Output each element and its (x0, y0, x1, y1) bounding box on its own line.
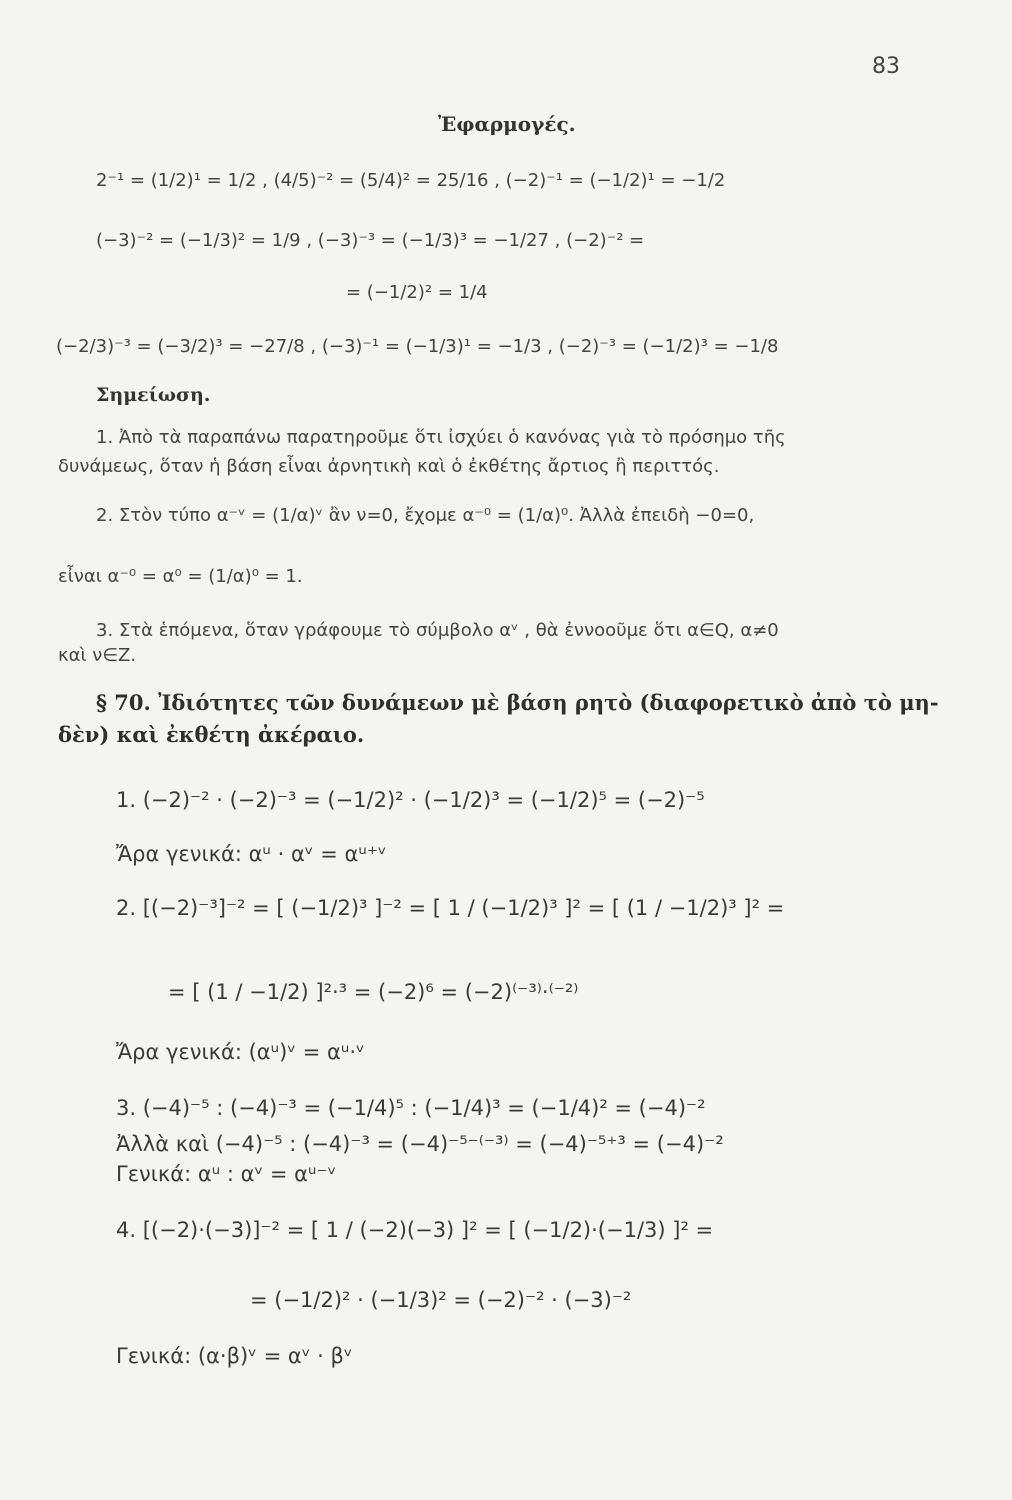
property-1: 1. (−2)⁻² · (−2)⁻³ = (−1/2)² · (−1/2)³ = (−1/2)⁵ = (−2)⁻⁵ (116, 788, 705, 812)
section-title-line-2: δὲν) καὶ ἐκθέτη ἀκέραιο. (58, 722, 365, 747)
note-2-line-1: 2. Στὸν τύπο α⁻ᵛ = (1/α)ᵛ ἂν ν=0, ἔχομε α⁻⁰ = (1/α)⁰. Ἀλλὰ ἐπειδὴ −0=0, (96, 505, 755, 526)
property-2: 2. [(−2)⁻³]⁻² = [ (−1/2)³ ]⁻² = [ 1 / (−1/2)³ ]² = [ (1 / −1/2)³ ]² = (116, 896, 785, 920)
property-1-general: Ἄρα γενικά: αᵘ · αᵛ = αᵘ⁺ᵛ (116, 842, 387, 866)
note-3-line-1: 3. Στὰ ἑπόμενα, ὅταν γράφουμε τὸ σύμβολο αᵛ , θὰ ἐννοοῦμε ὅτι α∈Q, α≠0 (96, 620, 779, 641)
note-1-line-2: δυνάμεως, ὅταν ἡ βάση εἶναι ἀρνητικὴ καὶ ὁ ἐκθέτης ἄρτιος ἢ περιττός. (58, 456, 720, 477)
page-number: 83 (872, 54, 900, 79)
property-2-general: Ἄρα γενικά: (αᵘ)ᵛ = αᵘ·ᵛ (116, 1040, 365, 1064)
property-4: 4. [(−2)·(−3)]⁻² = [ 1 / (−2)(−3) ]² = [ (−1/2)·(−1/3) ]² = (116, 1218, 714, 1242)
property-3-alternative: Ἀλλὰ καὶ (−4)⁻⁵ : (−4)⁻³ = (−4)⁻⁵⁻⁽⁻³⁾ = (−4)⁻⁵⁺³ = (−4)⁻² (116, 1132, 724, 1156)
property-3-general: Γενικά: αᵘ : αᵛ = αᵘ⁻ᵛ (116, 1162, 337, 1186)
note-title: Σημείωση. (96, 384, 211, 406)
example-line-3: = (−1/2)² = 1/4 (346, 282, 488, 303)
example-line-1: 2⁻¹ = (1/2)¹ = 1/2 , (4/5)⁻² = (5/4)² = 25/16 , (−2)⁻¹ = (−1/2)¹ = −1/2 (96, 170, 726, 191)
note-3-line-2: καὶ ν∈Z. (58, 645, 137, 666)
note-1-line-1: 1. Ἀπὸ τὰ παραπάνω παρατηροῦμε ὅτι ἰσχύει ὁ κανόνας γιὰ τὸ πρόσημο τῆς (96, 427, 786, 448)
property-2-continued: = [ (1 / −1/2) ]²·³ = (−2)⁶ = (−2)⁽⁻³⁾·⁽⁻²⁾ (168, 980, 579, 1004)
example-line-4: (−2/3)⁻³ = (−3/2)³ = −27/8 , (−3)⁻¹ = (−1/3)¹ = −1/3 , (−2)⁻³ = (−1/2)³ = −1/8 (56, 336, 779, 357)
section-title-line-1: § 70. Ἰδιότητες τῶν δυνάμεων μὲ βάση ρητὸ (διαφορετικὸ ἀπὸ τὸ μη- (96, 690, 939, 715)
example-line-2: (−3)⁻² = (−1/3)² = 1/9 , (−3)⁻³ = (−1/3)³ = −1/27 , (−2)⁻² = (96, 230, 645, 251)
property-4-general: Γενικά: (α·β)ᵛ = αᵛ · βᵛ (116, 1344, 353, 1368)
property-3: 3. (−4)⁻⁵ : (−4)⁻³ = (−1/4)⁵ : (−1/4)³ = (−1/4)² = (−4)⁻² (116, 1096, 706, 1120)
note-2-line-2: εἶναι α⁻⁰ = α⁰ = (1/α)⁰ = 1. (58, 566, 303, 587)
property-4-continued: = (−1/2)² · (−1/3)² = (−2)⁻² · (−3)⁻² (250, 1288, 632, 1312)
heading-applications: Ἐφαρμογές. (438, 112, 576, 136)
